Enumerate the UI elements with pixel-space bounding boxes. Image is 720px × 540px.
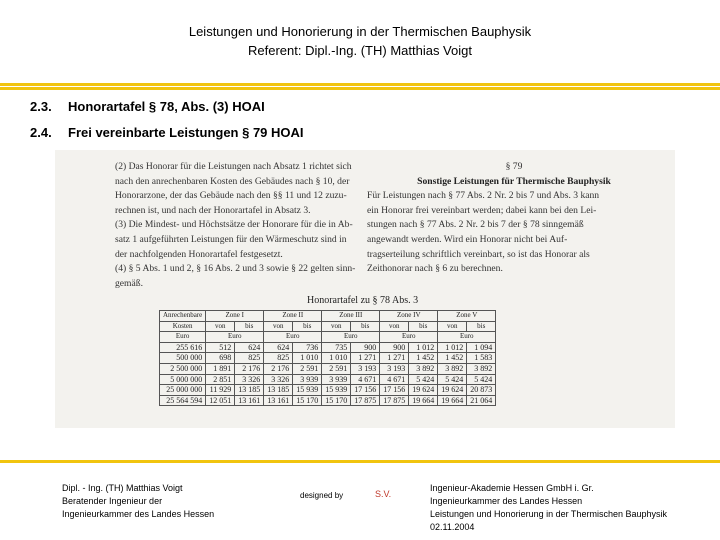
table-header-row <box>160 311 496 322</box>
text-line: satz 1 aufgeführten Leistungen für den Wärmeschutz sind in <box>115 233 347 245</box>
text-line: rechnen ist, und nach der Honorartafel in Absatz 3. <box>115 204 311 216</box>
fee-cell: 3 892 <box>467 363 496 374</box>
fee-cell: 3 892 <box>409 363 438 374</box>
header-cell: bis <box>409 321 438 332</box>
fee-cell: 1 010 <box>293 353 322 364</box>
text-line: Für Leistungen nach § 77 Abs. 2 Nr. 2 bis 7 und Abs. 3 kann <box>367 190 600 202</box>
hoai-79-text <box>367 160 661 277</box>
footer-line: Ingenieur-Akademie Hessen GmbH i. Gr. <box>430 483 594 493</box>
fee-cell: 736 <box>293 342 322 353</box>
fee-cell: 735 <box>322 342 351 353</box>
header-cell: bis <box>351 321 380 332</box>
footer-line: Ingenieurkammer des Landes Hessen <box>62 509 215 519</box>
fee-cell: 13 161 <box>264 395 293 406</box>
header-cell: Anrechenbare <box>160 311 206 322</box>
fee-cell: 624 <box>264 342 293 353</box>
fee-cell: 4 671 <box>351 374 380 385</box>
fee-cell: 1 452 <box>409 353 438 364</box>
fee-cell: 624 <box>235 342 264 353</box>
header-cell: Zone II <box>264 311 322 322</box>
paragraph-title: Sonstige Leistungen für Thermische Bauphysik <box>417 175 611 187</box>
fee-cell: 3 193 <box>380 363 409 374</box>
footer-line: Leistungen und Honorierung in der Thermischen Bauphysik <box>430 509 667 519</box>
table-row <box>160 395 496 406</box>
table-title: Honorartafel zu § 78 Abs. 3 <box>307 295 419 306</box>
fee-cell: 17 875 <box>380 395 409 406</box>
header-cell: Euro <box>264 332 322 343</box>
header-cell: bis <box>293 321 322 332</box>
header-cell: Euro <box>206 332 264 343</box>
fee-cell: 5 424 <box>438 374 467 385</box>
header-cell: Zone V <box>438 311 496 322</box>
section-label: Honorartafel § 78, Abs. (3) HOAI <box>68 99 265 114</box>
fee-cell: 1 094 <box>467 342 496 353</box>
header-cell: Zone III <box>322 311 380 322</box>
fee-cell: 17 875 <box>351 395 380 406</box>
fee-cell: 15 939 <box>322 385 351 396</box>
fee-cell: 13 185 <box>264 385 293 396</box>
text-line: der nachfolgenden Honorartafel festgesetzt. <box>115 248 283 260</box>
fee-cell: 2 591 <box>293 363 322 374</box>
fee-cell: 20 873 <box>467 385 496 396</box>
table-row <box>160 374 496 385</box>
page-subtitle: Referent: Dipl.-Ing. (TH) Matthias Voigt <box>248 43 472 58</box>
fee-cell: 1 012 <box>438 342 467 353</box>
header-cell: Euro <box>438 332 496 343</box>
fee-cell: 2 176 <box>235 363 264 374</box>
text-line: (2) Das Honorar für die Leistungen nach Absatz 1 richtet sich <box>115 161 352 172</box>
footer-line: Dipl. - Ing. (TH) Matthias Voigt <box>62 483 183 493</box>
header-cell: Kosten <box>160 321 206 332</box>
fee-cell: 15 939 <box>293 385 322 396</box>
fee-cell: 13 185 <box>235 385 264 396</box>
paragraph-number: § 79 <box>505 161 523 172</box>
fee-cell: 13 161 <box>235 395 264 406</box>
fee-cell: 19 624 <box>438 385 467 396</box>
header-divider-top <box>0 83 720 86</box>
fee-cell: 2 176 <box>264 363 293 374</box>
section-2-4 <box>30 125 304 140</box>
cost-cell: 25 000 000 <box>160 385 206 396</box>
cost-cell: 25 564 594 <box>160 395 206 406</box>
table-row <box>160 363 496 374</box>
text-line: ein Honorar frei vereinbart werden; dabei kann bei den Lei- <box>367 204 597 216</box>
fee-cell: 512 <box>206 342 235 353</box>
cost-cell: 500 000 <box>160 353 206 364</box>
footer-author <box>62 482 214 521</box>
fee-cell: 3 326 <box>264 374 293 385</box>
fee-cell: 1 891 <box>206 363 235 374</box>
fee-cell: 21 064 <box>467 395 496 406</box>
fee-cell: 4 671 <box>380 374 409 385</box>
fee-cell: 900 <box>351 342 380 353</box>
text-line: (4) § 5 Abs. 1 und 2, § 16 Abs. 2 und 3 sowie § 22 gelten sinn- <box>115 263 356 275</box>
fee-cell: 825 <box>235 353 264 364</box>
honorartafel-table <box>159 310 496 406</box>
fee-cell: 5 424 <box>467 374 496 385</box>
fee-cell: 19 624 <box>409 385 438 396</box>
fee-cell: 15 170 <box>293 395 322 406</box>
header-cell: Euro <box>322 332 380 343</box>
fee-cell: 5 424 <box>409 374 438 385</box>
fee-cell: 1 010 <box>322 353 351 364</box>
header-cell: von <box>264 321 293 332</box>
page-title: Leistungen und Honorierung in der Thermischen Bauphysik <box>188 24 532 39</box>
text-line: Zeithonorar nach § 6 zu berechnen. <box>367 263 503 275</box>
footer-date: 02.11.2004 <box>430 522 475 532</box>
table-row <box>160 353 496 364</box>
text-line: stungen nach § 77 Abs. 2 Nr. 2 bis 7 der § 78 sinngemäß <box>367 219 584 231</box>
designer-signature: S.V. <box>375 489 392 499</box>
table-row <box>160 342 496 353</box>
fee-cell: 1 583 <box>467 353 496 364</box>
header-cell: Zone I <box>206 311 264 322</box>
section-number: 2.3. <box>30 99 52 114</box>
section-2-3 <box>30 99 265 114</box>
header-cell: bis <box>235 321 264 332</box>
table-row <box>160 385 496 396</box>
fee-cell: 1 271 <box>380 353 409 364</box>
fee-cell: 3 939 <box>293 374 322 385</box>
fee-cell: 3 193 <box>351 363 380 374</box>
cost-cell: 255 616 <box>160 342 206 353</box>
fee-cell: 2 591 <box>322 363 351 374</box>
fee-cell: 3 939 <box>322 374 351 385</box>
fee-cell: 825 <box>264 353 293 364</box>
footer-line: Ingenieurkammer des Landes Hessen <box>430 496 583 506</box>
text-line: nach den anrechenbaren Kosten des Gebäudes nach § 10, der <box>115 175 350 187</box>
fee-cell: 15 170 <box>322 395 351 406</box>
fee-cell: 900 <box>380 342 409 353</box>
cost-cell: 5 000 000 <box>160 374 206 385</box>
designed-by-label: designed by <box>300 491 344 500</box>
section-number: 2.4. <box>30 125 52 140</box>
header-cell: Zone IV <box>380 311 438 322</box>
scanned-hoai-excerpt <box>55 150 675 428</box>
fee-cell: 1 452 <box>438 353 467 364</box>
header-cell: von <box>322 321 351 332</box>
fee-cell: 3 892 <box>438 363 467 374</box>
header-cell: von <box>438 321 467 332</box>
section-label: Frei vereinbarte Leistungen § 79 HOAI <box>68 125 304 140</box>
header-cell: Euro <box>380 332 438 343</box>
hoai-78-text <box>115 160 375 291</box>
header-cell: Euro <box>160 332 206 343</box>
fee-cell: 19 664 <box>438 395 467 406</box>
header-cell: von <box>206 321 235 332</box>
header-divider-bottom <box>0 87 720 90</box>
fee-cell: 17 156 <box>380 385 409 396</box>
footer-line: Beratender Ingenieur der <box>62 496 163 506</box>
text-line: tragserteilung schriftlich vereinbart, so ist das Honorar als <box>367 248 590 260</box>
fee-cell: 698 <box>206 353 235 364</box>
fee-cell: 11 929 <box>206 385 235 396</box>
fee-cell: 2 851 <box>206 374 235 385</box>
table-header-row <box>160 321 496 332</box>
fee-cell: 17 156 <box>351 385 380 396</box>
table-header-row <box>160 332 496 343</box>
fee-cell: 19 664 <box>409 395 438 406</box>
fee-cell: 1 271 <box>351 353 380 364</box>
fee-cell: 1 012 <box>409 342 438 353</box>
text-line: Honorarzone, der das Gebäude nach den §§ 11 und 12 zuzu- <box>115 190 347 202</box>
text-line: (3) Die Mindest- und Höchstsätze der Honorare für die in Ab- <box>115 219 353 231</box>
footer-organization <box>430 482 667 534</box>
header-cell: von <box>380 321 409 332</box>
header-cell: bis <box>467 321 496 332</box>
fee-cell: 3 326 <box>235 374 264 385</box>
cost-cell: 2 500 000 <box>160 363 206 374</box>
page-header <box>0 22 720 60</box>
fee-cell: 12 051 <box>206 395 235 406</box>
text-line: gemäß. <box>115 277 143 289</box>
text-line: angewandt werden. Wird ein Honorar nicht bei Auf- <box>367 233 568 245</box>
footer-divider <box>0 460 720 463</box>
